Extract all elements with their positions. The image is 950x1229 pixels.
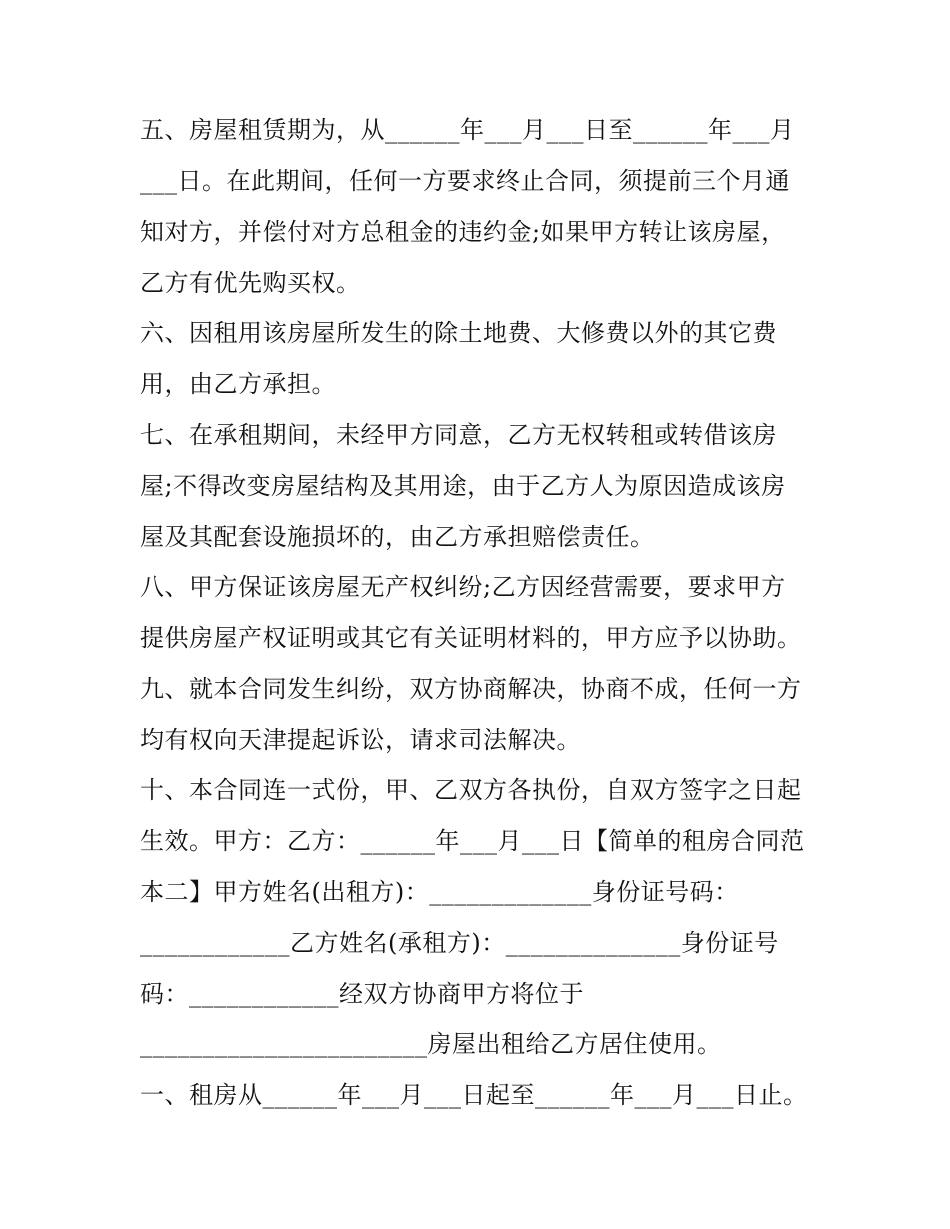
- text-line: 乙方有优先购买权。: [140, 269, 361, 297]
- text-line: 屋;不得改变房屋结构及其用途，由于乙方人为原因造成该房: [140, 472, 786, 500]
- text-line: 码：____________经双方协商甲方将位于: [140, 980, 584, 1008]
- text-line: 七、在承租期间，未经甲方同意，乙方无权转租或转借该房: [140, 421, 777, 449]
- text-line: 知对方，并偿付对方总租金的违约金;如果甲方转让该房屋，: [140, 218, 786, 246]
- text-line: 用，由乙方承担。: [140, 370, 336, 398]
- text-line: ___日。在此期间，任何一方要求终止合同，须提前三个月通: [140, 167, 790, 195]
- text-line: 一、租房从______年___月___日起至______年___月___日止。: [140, 1081, 808, 1109]
- text-line: 五、房屋租赁期为，从______年___月___日至______年___月: [140, 116, 795, 144]
- text-line: 提供房屋产权证明或其它有关证明材料的，甲方应予以协助。: [140, 624, 802, 652]
- text-line: 生效。甲方：乙方：______年___月___日【简单的租房合同范: [140, 827, 805, 855]
- text-line: ____________乙方姓名(承租方)：______________身份证号: [140, 929, 779, 957]
- text-line: 十、本合同连一式份，甲、乙双方各执份，自双方签字之日起: [140, 776, 802, 804]
- text-line: 九、就本合同发生纠纷，双方协商解决，协商不成，任何一方: [140, 675, 802, 703]
- text-line: 本二】甲方姓名(出租方)：_____________身份证号码：: [140, 878, 739, 906]
- text-line: 六、因租用该房屋所发生的除土地费、大修费以外的其它费: [140, 319, 777, 347]
- text-line: _______________________房屋出租给乙方居住使用。: [140, 1030, 722, 1058]
- text-line: 均有权向天津提起诉讼，请求司法解决。: [140, 726, 581, 754]
- text-line: 八、甲方保证该房屋无产权纠纷;乙方因经营需要，要求甲方: [140, 573, 786, 601]
- text-line: 屋及其配套设施损坏的，由乙方承担赔偿责任。: [140, 523, 655, 551]
